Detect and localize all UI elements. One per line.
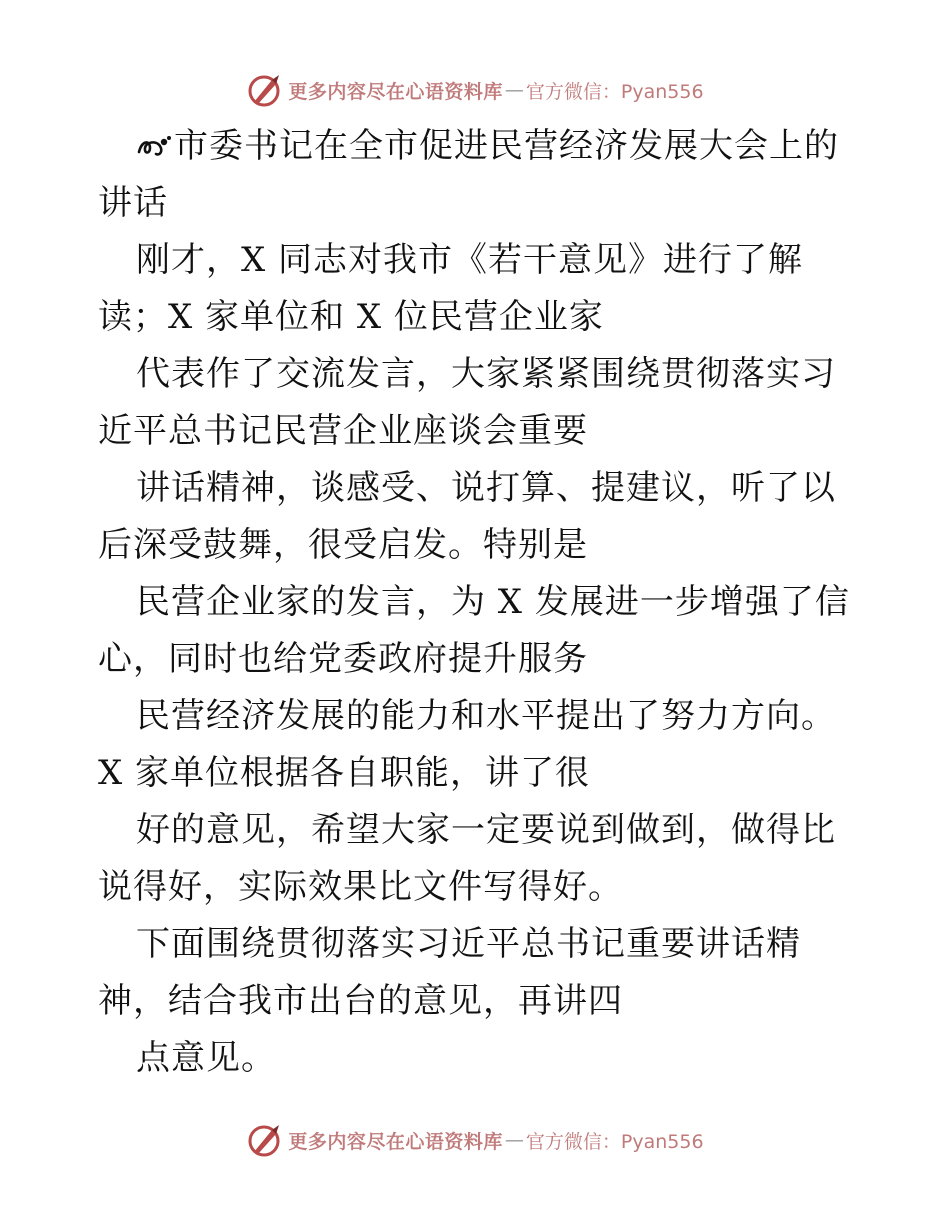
- paragraph-8: 点意见。: [136, 1038, 276, 1078]
- paragraph-2: 代表作了交流发言，大家紧紧围绕贯彻落实习近平总书记民营企业座谈会重要: [98, 354, 836, 451]
- quill-logo-icon: [246, 1122, 282, 1158]
- header-watermark: [0, 70, 950, 110]
- watermark-main-text: 更多内容尽在心语资料库: [288, 80, 503, 103]
- paragraph-5: 民营经济发展的能力和水平提出了努力方向。X 家单位根据各自职能，讲了很: [98, 696, 836, 793]
- paragraph-1: 刚才，X 同志对我市《若干意见》进行了解读；X 家单位和 X 位民营企业家: [98, 240, 804, 337]
- paragraph-7: 下面围绕贯彻落实习近平总书记重要讲话精神，结合我市出台的意见，再讲四: [98, 924, 801, 1021]
- paragraph-3: 讲话精神，谈感受、说打算、提建议，听了以后深受鼓舞，很受启发。特别是: [98, 468, 836, 565]
- document-title: [98, 118, 858, 232]
- paragraph-6: 好的意见，希望大家一定要说到做到，做得比说得好，实际效果比文件写得好。: [98, 810, 836, 907]
- document-body: [98, 118, 858, 1087]
- paragraph-4: 民营企业家的发言，为 X 发展进一步增强了信心，同时也给党委政府提升服务: [98, 582, 850, 679]
- watermark-main-text: 更多内容尽在心语资料库: [288, 1130, 503, 1153]
- watermark-dash: —: [504, 79, 524, 101]
- watermark-wechat-text: 官方微信：Pyan556: [525, 1130, 704, 1153]
- watermark-wechat-text: 官方微信：Pyan556: [525, 80, 704, 103]
- quill-logo-icon: [246, 72, 282, 108]
- watermark-dash: —: [504, 1129, 524, 1151]
- document-title-text: 市委书记在全市促进民营经济发展大会上的讲话: [98, 126, 839, 223]
- ornament-icon: [136, 130, 172, 160]
- footer-watermark: [0, 1120, 950, 1160]
